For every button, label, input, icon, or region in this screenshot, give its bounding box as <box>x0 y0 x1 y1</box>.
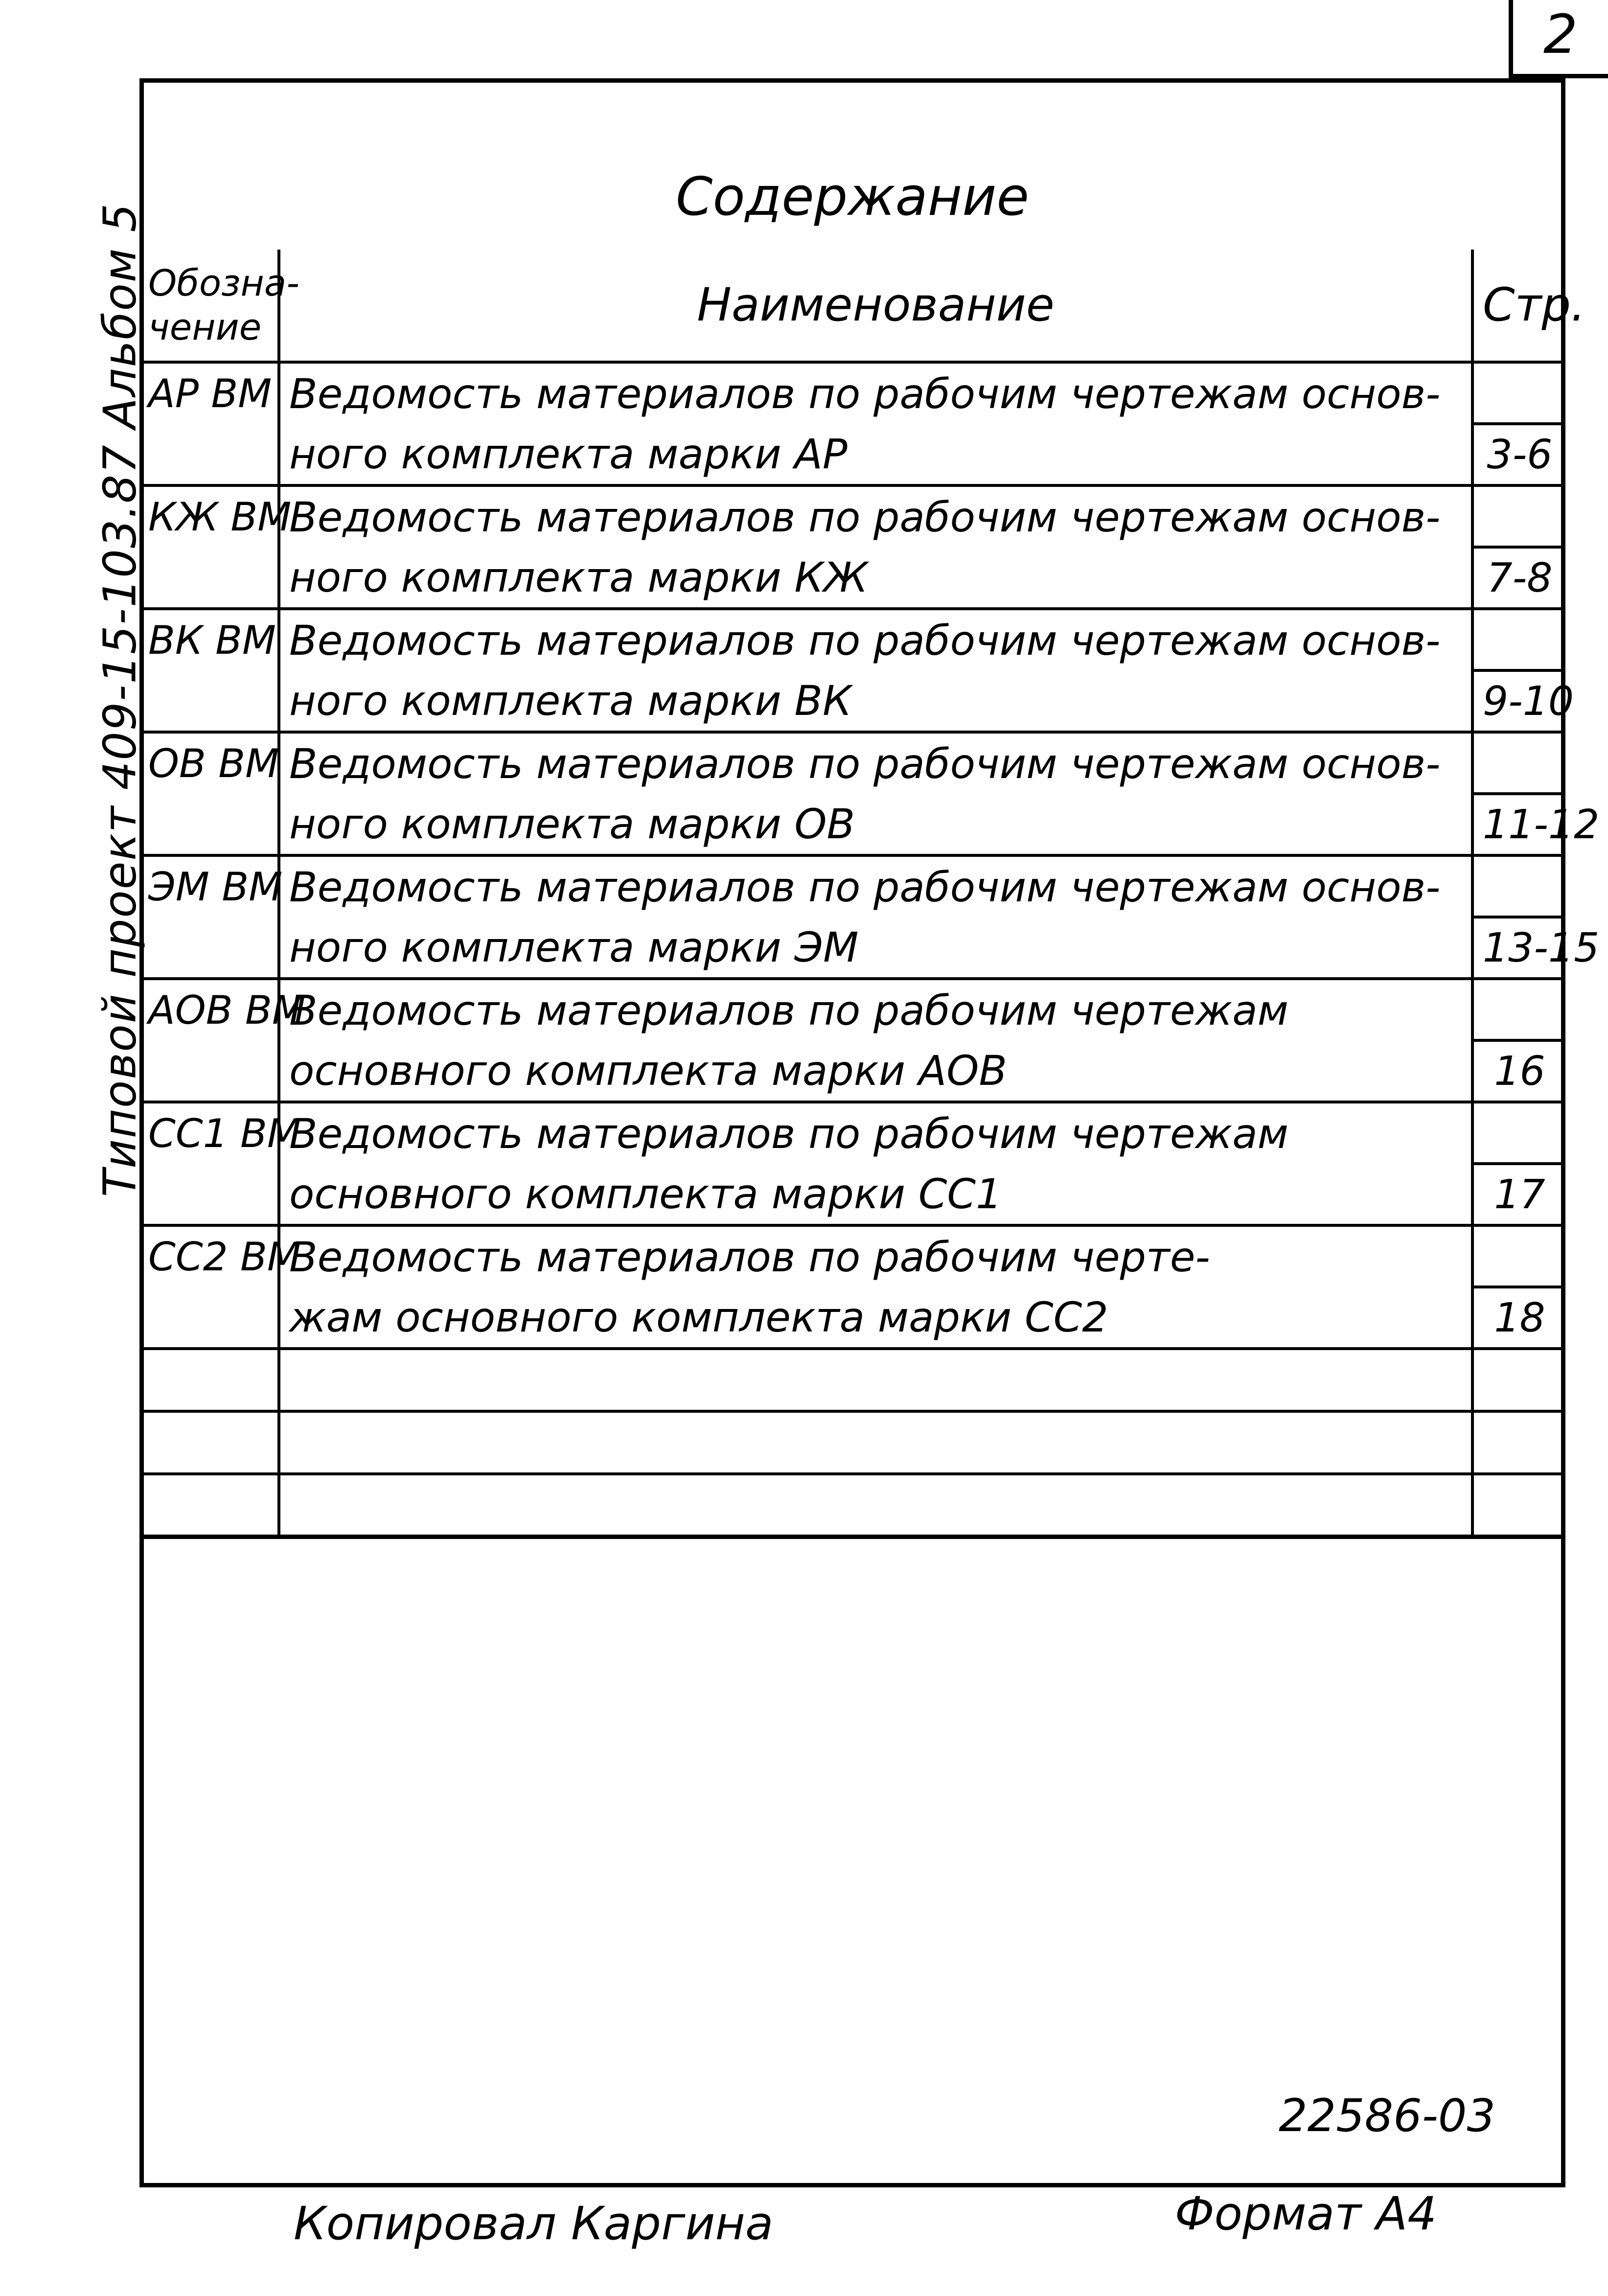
side-title: Типовой проект 409-15-103.87 Альбом 5 <box>93 202 146 1197</box>
row-code: ВК ВМ <box>139 609 279 670</box>
row-name-line2: ного комплекта марки АР <box>279 424 1472 485</box>
table-row <box>139 1040 1565 1102</box>
table-row <box>139 855 1565 917</box>
header-code: Обозна-чение <box>139 250 279 362</box>
table-row <box>139 609 1565 670</box>
table-row <box>139 547 1565 609</box>
table-row <box>139 979 1565 1040</box>
empty-table-row <box>139 1349 1565 1411</box>
row-name-line1: Ведомость материалов по рабочим чертежам основ- <box>279 855 1472 917</box>
table-row <box>139 424 1565 485</box>
row-code-spacer <box>139 670 279 732</box>
document-number: 22586-03 <box>1279 2089 1495 2142</box>
table-row <box>139 794 1565 855</box>
row-name-line2: жам основного комплекта марки СС2 <box>279 1287 1472 1349</box>
row-code-spacer <box>139 794 279 855</box>
row-code: СС1 ВМ <box>139 1102 279 1164</box>
row-page: 9-10 <box>1472 670 1565 732</box>
table-row <box>139 485 1565 547</box>
row-code-spacer <box>139 1287 279 1349</box>
row-page: 17 <box>1472 1164 1565 1225</box>
table-row <box>139 1164 1565 1225</box>
sheet-number: 2 <box>1509 0 1608 78</box>
row-code-spacer <box>139 424 279 485</box>
table-row <box>139 670 1565 732</box>
row-page: 7-8 <box>1472 547 1565 609</box>
row-name-line1: Ведомость материалов по рабочим чертежам основ- <box>279 732 1472 794</box>
table-row <box>139 732 1565 794</box>
row-page-spacer <box>1472 1225 1565 1287</box>
row-page-spacer <box>1472 855 1565 917</box>
copied-by: Копировал Каргина <box>294 2197 774 2250</box>
row-page: 11-12 <box>1472 794 1565 855</box>
table-row <box>139 1287 1565 1349</box>
row-code: КЖ ВМ <box>139 485 279 547</box>
row-code: АОВ ВМ <box>139 979 279 1040</box>
table-row <box>139 1225 1565 1287</box>
row-page: 18 <box>1472 1287 1565 1349</box>
row-name-line1: Ведомость материалов по рабочим чертежам основ- <box>279 609 1472 670</box>
empty-table-row <box>139 1411 1565 1474</box>
row-code-spacer <box>139 547 279 609</box>
row-code: СС2 ВМ <box>139 1225 279 1287</box>
row-name-line1: Ведомость материалов по рабочим черте- <box>279 1225 1472 1287</box>
header-name: Наименование <box>279 250 1472 362</box>
contents-table <box>139 250 1600 1539</box>
row-page-spacer <box>1472 485 1565 547</box>
row-name-line2: ного комплекта марки ВК <box>279 670 1472 732</box>
row-page: 13-15 <box>1472 917 1565 979</box>
row-name-line2: основного комплекта марки СС1 <box>279 1164 1472 1225</box>
row-name-line1: Ведомость материалов по рабочим чертежам <box>279 979 1472 1040</box>
content-title: Содержание <box>676 166 1029 228</box>
table-row <box>139 362 1565 424</box>
header-page: Стр. <box>1472 250 1565 362</box>
row-code: АР ВМ <box>139 362 279 424</box>
row-code-spacer <box>139 1040 279 1102</box>
empty-table-row <box>139 1474 1565 1537</box>
row-page-spacer <box>1472 362 1565 424</box>
table-row <box>139 1102 1565 1164</box>
table-header-row <box>139 250 1565 362</box>
row-page-spacer <box>1472 979 1565 1040</box>
row-name-line2: ного комплекта марки КЖ <box>279 547 1472 609</box>
row-page-spacer <box>1472 609 1565 670</box>
row-name-line2: ного комплекта марки ОВ <box>279 794 1472 855</box>
row-name-line1: Ведомость материалов по рабочим чертежам основ- <box>279 485 1472 547</box>
row-code: ЭМ ВМ <box>139 855 279 917</box>
table-row <box>139 917 1565 979</box>
row-code-spacer <box>139 917 279 979</box>
row-name-line1: Ведомость материалов по рабочим чертежам основ- <box>279 362 1472 424</box>
row-page: 16 <box>1472 1040 1565 1102</box>
row-code-spacer <box>139 1164 279 1225</box>
row-name-line2: ного комплекта марки ЭМ <box>279 917 1472 979</box>
row-code: ОВ ВМ <box>139 732 279 794</box>
row-page-spacer <box>1472 732 1565 794</box>
row-page-spacer <box>1472 1102 1565 1164</box>
row-name-line2: основного комплекта марки АОВ <box>279 1040 1472 1102</box>
row-name-line1: Ведомость материалов по рабочим чертежам <box>279 1102 1472 1164</box>
paper-format: Формат А4 <box>1174 2187 1437 2241</box>
row-page: 3-6 <box>1472 424 1565 485</box>
